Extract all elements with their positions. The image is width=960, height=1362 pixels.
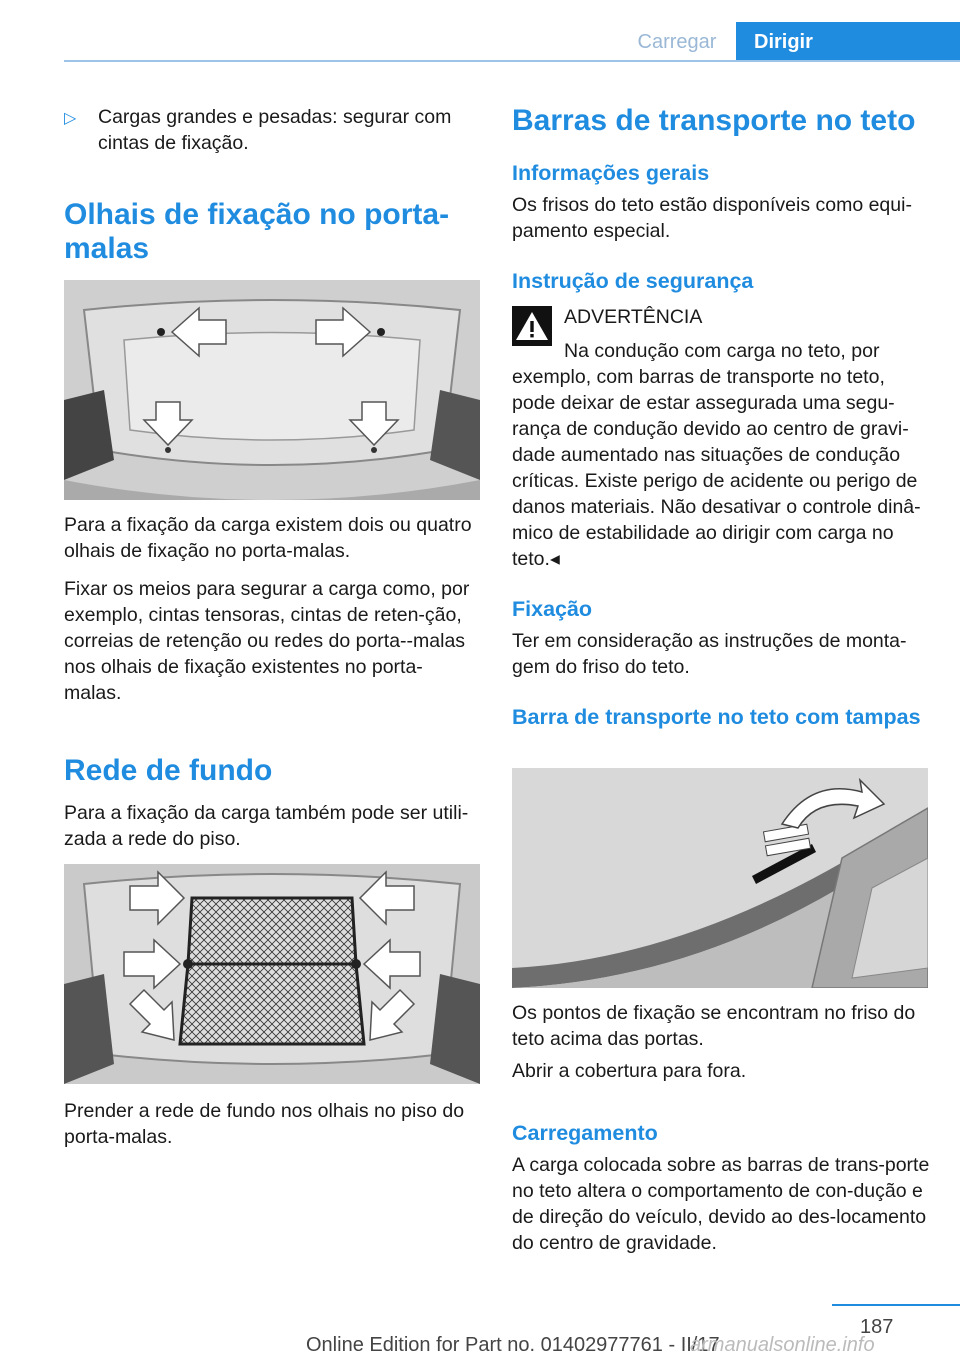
edition-text: Online Edition for Part no. 01402977761 - II/17	[306, 1334, 720, 1356]
header-rule	[64, 60, 960, 62]
footer-rule	[832, 1304, 960, 1306]
para-informacoes: Os frisos do teto estão disponíveis como equi-pamento especial.	[512, 194, 912, 242]
subheading-fixacao: Fixação	[512, 597, 593, 621]
floor-net-figure	[64, 864, 480, 1084]
roof-rail-figure	[512, 768, 928, 988]
subheading-informacoes: Informações gerais	[512, 161, 710, 185]
subheading-barra-tampas: Barra de transporte no teto com tampas	[512, 705, 921, 729]
tab-dirigir[interactable]: Dirigir	[736, 22, 960, 62]
trunk-eyelets-illustration	[64, 280, 480, 500]
para-carregamento: A carga colocada sobre as barras de trans-porte no teto altera o comportamento de con-dução e de direção do veículo, devido ao des-locamento do centro de gravidade.	[512, 1154, 930, 1254]
fig1-caption: Para a fixação da carga existem dois ou quatro olhais de fixação no porta-malas.	[64, 514, 472, 562]
subheading-seguranca: Instrução de segurança	[512, 269, 754, 293]
section-title-rede: Rede de fundo	[64, 754, 273, 787]
roof-rail-illustration	[512, 768, 928, 988]
para-abrir: Abrir a cobertura para fora.	[512, 1060, 747, 1082]
bullet-marker-icon: ▷	[64, 110, 77, 127]
tab-carregar[interactable]: Carregar	[637, 30, 717, 53]
page-number: 187	[860, 1316, 894, 1338]
floor-net-illustration	[64, 864, 480, 1084]
section-title-barras: Barras de transporte no teto	[512, 104, 916, 137]
para-rede: Para a fixação da carga também pode ser utili-zada a rede do piso.	[64, 802, 469, 850]
para-fixacao: Ter em consideração as instruções de monta-gem do friso do teto.	[512, 630, 907, 678]
fig3-caption: Os pontos de fixação se encontram no friso do teto acima das portas.	[512, 1002, 916, 1050]
fig2-caption: Prender a rede de fundo nos olhais no piso do porta-malas.	[64, 1100, 465, 1148]
subheading-carregamento: Carregamento	[512, 1121, 658, 1145]
warning-body: Na condução com carga no teto, por exemplo, com barras de transporte no teto, pode deixar de estar assegurada uma segu-rança de condução devido ao centro de gravi-dade aumentado nas situações de condução críticas. Existe perigo de acidente ou perigo de danos materiais. Não desativar o controle dinâ-mico de estabilidade ao dirigir com carga no teto.◂	[512, 340, 921, 570]
warning-text	[512, 338, 932, 572]
section-title-olhais: Olhais de fixação no porta-malas	[64, 198, 450, 265]
para-fixar: Fixar os meios para segurar a carga como, por exemplo, cintas tensoras, cintas de reten-ção, correias de retenção ou redes do porta--malas nos olhais de fixação existentes no porta-malas.	[64, 578, 470, 704]
warning-label: ADVERTÊNCIA	[564, 306, 703, 328]
watermark: armanualsonline.info	[690, 1334, 875, 1356]
trunk-eyelets-figure	[64, 280, 480, 500]
bullet-text: Cargas grandes e pesadas: segurar com cintas de fixação.	[98, 106, 452, 154]
